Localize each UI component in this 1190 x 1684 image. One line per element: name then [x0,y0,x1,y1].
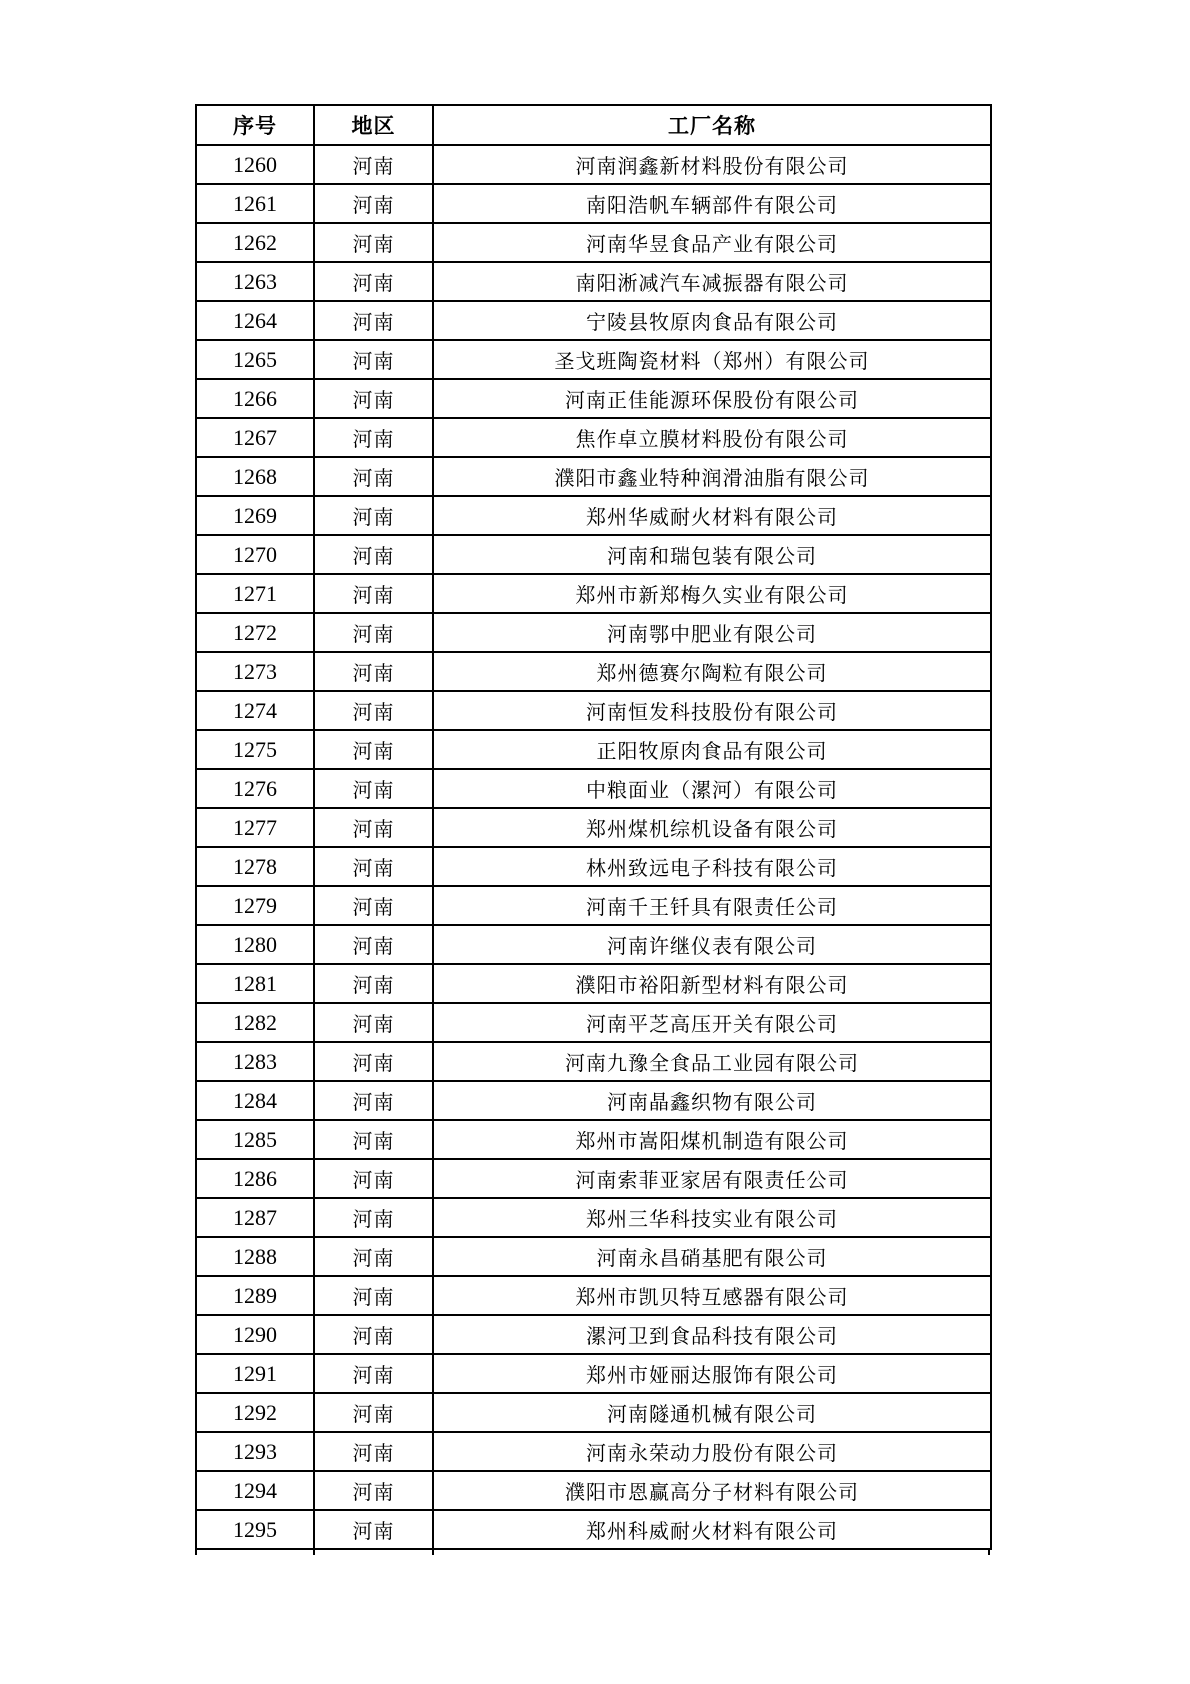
serial-cell: 1267 [196,418,314,457]
table-row [196,1237,991,1276]
table-row [196,457,991,496]
table-row [196,691,991,730]
factory-name-cell: 郑州华威耐火材料有限公司 [433,496,991,535]
stub-vertical-line [432,1549,434,1555]
region-cell: 河南 [314,1393,433,1432]
factory-name-cell: 河南和瑞包装有限公司 [433,535,991,574]
stub-vertical-line [195,1549,197,1555]
region-cell: 河南 [314,457,433,496]
factory-name-cell: 郑州市娅丽达服饰有限公司 [433,1354,991,1393]
serial-cell: 1282 [196,1003,314,1042]
table-row [196,1198,991,1237]
region-cell: 河南 [314,925,433,964]
region-cell: 河南 [314,964,433,1003]
factory-name-cell: 河南晶鑫织物有限公司 [433,1081,991,1120]
factory-name-cell: 濮阳市鑫业特种润滑油脂有限公司 [433,457,991,496]
table-row [196,613,991,652]
factory-name-cell: 郑州市新郑梅久实业有限公司 [433,574,991,613]
factory-name-cell: 郑州德赛尔陶粒有限公司 [433,652,991,691]
region-cell: 河南 [314,1510,433,1549]
region-cell: 河南 [314,808,433,847]
factory-name-cell: 焦作卓立膜材料股份有限公司 [433,418,991,457]
factory-name-cell: 郑州市嵩阳煤机制造有限公司 [433,1120,991,1159]
factory-name-cell: 林州致远电子科技有限公司 [433,847,991,886]
serial-cell: 1274 [196,691,314,730]
serial-cell: 1281 [196,964,314,1003]
region-cell: 河南 [314,1276,433,1315]
serial-cell: 1273 [196,652,314,691]
factory-name-cell: 河南许继仪表有限公司 [433,925,991,964]
table-row [196,1081,991,1120]
serial-cell: 1290 [196,1315,314,1354]
serial-cell: 1285 [196,1120,314,1159]
table-row [196,184,991,223]
factory-name-cell: 河南恒发科技股份有限公司 [433,691,991,730]
factory-name-cell: 中粮面业（漯河）有限公司 [433,769,991,808]
factory-name-cell: 濮阳市裕阳新型材料有限公司 [433,964,991,1003]
table-row [196,964,991,1003]
table-row [196,1276,991,1315]
serial-cell: 1283 [196,1042,314,1081]
table-row [196,262,991,301]
table-row [196,535,991,574]
region-cell: 河南 [314,1159,433,1198]
factory-name-cell: 河南永荣动力股份有限公司 [433,1432,991,1471]
serial-cell: 1263 [196,262,314,301]
region-cell: 河南 [314,847,433,886]
serial-cell: 1266 [196,379,314,418]
region-cell: 河南 [314,379,433,418]
factory-table [195,104,992,1550]
header-region: 地区 [314,105,433,145]
table-row [196,1510,991,1549]
serial-cell: 1270 [196,535,314,574]
serial-cell: 1286 [196,1159,314,1198]
header-serial: 序号 [196,105,314,145]
table-row [196,1003,991,1042]
factory-name-cell: 河南华昱食品产业有限公司 [433,223,991,262]
region-cell: 河南 [314,769,433,808]
table-row [196,379,991,418]
serial-cell: 1280 [196,925,314,964]
table-row [196,1432,991,1471]
serial-cell: 1269 [196,496,314,535]
serial-cell: 1265 [196,340,314,379]
factory-name-cell: 河南索菲亚家居有限责任公司 [433,1159,991,1198]
factory-name-cell: 河南隧通机械有限公司 [433,1393,991,1432]
serial-cell: 1260 [196,145,314,184]
table-row [196,1354,991,1393]
region-cell: 河南 [314,184,433,223]
region-cell: 河南 [314,301,433,340]
table-row [196,223,991,262]
table-row [196,496,991,535]
region-cell: 河南 [314,1003,433,1042]
serial-cell: 1262 [196,223,314,262]
region-cell: 河南 [314,418,433,457]
serial-cell: 1291 [196,1354,314,1393]
factory-name-cell: 南阳浩帆车辆部件有限公司 [433,184,991,223]
table-row [196,418,991,457]
region-cell: 河南 [314,1432,433,1471]
header-row [196,105,991,145]
serial-cell: 1293 [196,1432,314,1471]
region-cell: 河南 [314,1315,433,1354]
serial-cell: 1294 [196,1471,314,1510]
region-cell: 河南 [314,496,433,535]
table-body [196,145,991,1549]
table-row [196,1393,991,1432]
region-cell: 河南 [314,613,433,652]
serial-cell: 1271 [196,574,314,613]
stub-vertical-line [313,1549,315,1555]
serial-cell: 1261 [196,184,314,223]
serial-cell: 1279 [196,886,314,925]
factory-name-cell: 河南正佳能源环保股份有限公司 [433,379,991,418]
serial-cell: 1284 [196,1081,314,1120]
factory-name-cell: 河南平芝高压开关有限公司 [433,1003,991,1042]
factory-name-cell: 宁陵县牧原肉食品有限公司 [433,301,991,340]
region-cell: 河南 [314,535,433,574]
factory-name-cell: 河南永昌硝基肥有限公司 [433,1237,991,1276]
table-row [196,847,991,886]
header-factory-name: 工厂名称 [433,105,991,145]
table-row [196,730,991,769]
stub-vertical-line [988,1549,990,1555]
table-row [196,1042,991,1081]
region-cell: 河南 [314,886,433,925]
factory-name-cell: 河南千王钎具有限责任公司 [433,886,991,925]
factory-name-cell: 濮阳市恩赢高分子材料有限公司 [433,1471,991,1510]
serial-cell: 1276 [196,769,314,808]
serial-cell: 1275 [196,730,314,769]
factory-name-cell: 郑州市凯贝特互感器有限公司 [433,1276,991,1315]
table-row [196,925,991,964]
serial-cell: 1292 [196,1393,314,1432]
factory-name-cell: 河南九豫全食品工业园有限公司 [433,1042,991,1081]
factory-name-cell: 郑州科威耐火材料有限公司 [433,1510,991,1549]
next-row-partial-border [195,1549,990,1555]
table-row [196,1471,991,1510]
table-row [196,1159,991,1198]
table-row [196,301,991,340]
serial-cell: 1288 [196,1237,314,1276]
table-row [196,1120,991,1159]
serial-cell: 1295 [196,1510,314,1549]
table-row [196,886,991,925]
factory-name-cell: 郑州煤机综机设备有限公司 [433,808,991,847]
serial-cell: 1277 [196,808,314,847]
serial-cell: 1289 [196,1276,314,1315]
region-cell: 河南 [314,1120,433,1159]
table-row [196,1315,991,1354]
region-cell: 河南 [314,730,433,769]
serial-cell: 1264 [196,301,314,340]
region-cell: 河南 [314,1471,433,1510]
serial-cell: 1287 [196,1198,314,1237]
region-cell: 河南 [314,691,433,730]
table-row [196,808,991,847]
serial-cell: 1278 [196,847,314,886]
region-cell: 河南 [314,1198,433,1237]
table-row [196,145,991,184]
factory-name-cell: 漯河卫到食品科技有限公司 [433,1315,991,1354]
factory-name-cell: 正阳牧原肉食品有限公司 [433,730,991,769]
factory-name-cell: 河南润鑫新材料股份有限公司 [433,145,991,184]
table-row [196,652,991,691]
factory-name-cell: 郑州三华科技实业有限公司 [433,1198,991,1237]
serial-cell: 1268 [196,457,314,496]
region-cell: 河南 [314,340,433,379]
table-row [196,340,991,379]
region-cell: 河南 [314,1081,433,1120]
factory-name-cell: 河南鄂中肥业有限公司 [433,613,991,652]
region-cell: 河南 [314,145,433,184]
region-cell: 河南 [314,652,433,691]
factory-name-cell: 圣戈班陶瓷材料（郑州）有限公司 [433,340,991,379]
region-cell: 河南 [314,1237,433,1276]
region-cell: 河南 [314,1354,433,1393]
table-row [196,574,991,613]
region-cell: 河南 [314,262,433,301]
table-row [196,769,991,808]
region-cell: 河南 [314,574,433,613]
region-cell: 河南 [314,1042,433,1081]
serial-cell: 1272 [196,613,314,652]
region-cell: 河南 [314,223,433,262]
factory-name-cell: 南阳淅减汽车减振器有限公司 [433,262,991,301]
